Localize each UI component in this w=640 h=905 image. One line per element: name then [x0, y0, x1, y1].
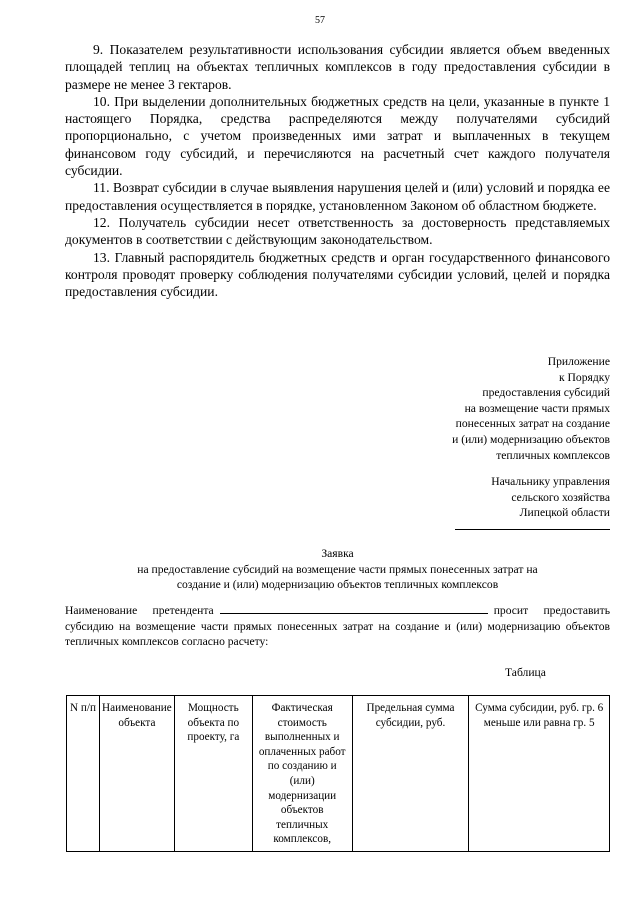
- addressee-line: Липецкой области: [519, 506, 610, 520]
- header-cell-max-subsidy: Предельная сумма субсидии, руб.: [352, 696, 469, 852]
- request-subtitle-line-2: создание и (или) модернизацию объектов тепличных комплексов: [176, 578, 499, 592]
- header-cell-object-name: Наименование объекта: [99, 696, 174, 852]
- paragraph-11: 11. Возврат субсидии в случае выявления нарушения целей и (или) условий и порядка ее предоставления осуществляется в порядке, установленном Законом об областном бюджете.: [65, 180, 610, 213]
- paragraph-13: 13. Главный распорядитель бюджетных средств и орган государственного финансового контроля проводят проверку соблюдения получателями субсидии условий, целей и порядка предоставления субсидии.: [65, 249, 610, 300]
- request-title: Заявка: [321, 547, 354, 560]
- appendix-header: [370, 354, 610, 463]
- request-subtitle-line-1: на предоставление субсидий на возмещение части прямых понесенных затрат на: [137, 562, 538, 576]
- addressee-block: [370, 474, 610, 521]
- procedure-text: [65, 41, 610, 300]
- appendix-line: предоставления субсидий: [482, 386, 610, 400]
- header-cell-number: N п/п: [67, 696, 100, 852]
- request-title-block: [65, 546, 610, 593]
- table-label: Таблица: [505, 666, 546, 679]
- applicant-label: Наименование претендента: [65, 604, 214, 617]
- appendix-line: понесенных затрат на создание: [455, 417, 610, 431]
- paragraph-10: 10. При выделении дополнительных бюджетных средств на цели, указанные в пункте 1 настоящего Порядка, средства распределяются между получателями субсидий пропорционально, с учетом произведенных ими затрат и выплаченных в текущем финансовом году субсидий, и перечисляются на расчетный счет каждого получателя субсидии.: [65, 93, 610, 179]
- header-cell-capacity: Мощность объекта по проекту, га: [174, 696, 252, 852]
- applicant-name-blank: [220, 603, 488, 614]
- appendix-line: на возмещение части прямых: [464, 401, 610, 415]
- header-cell-subsidy-amount: Сумма субсидии, руб. гр. 6 меньше или равна гр. 5: [469, 696, 610, 852]
- appendix-line: к Порядку: [559, 370, 610, 384]
- addressee-line: Начальнику управления: [491, 475, 610, 488]
- subsidy-calculation-table: [66, 695, 610, 852]
- appendix-line: тепличных комплексов: [496, 448, 610, 462]
- appendix-line: Приложение: [547, 355, 610, 368]
- applicant-statement: [65, 603, 610, 650]
- signature-line: [455, 529, 610, 530]
- table-header-row: [67, 696, 610, 852]
- paragraph-9: 9. Показателем результативности использования субсидии является объем введенных площадей теплиц на объектах тепличных комплексов в году предоставления субсидии в размере не менее 3 гектаров.: [65, 42, 610, 92]
- page-number: 57: [315, 15, 325, 26]
- paragraph-12: 12. Получатель субсидии несет ответственность за достоверность представляемых документов в соответствии с действующим законодательством.: [65, 214, 610, 248]
- header-cell-actual-cost: Фактическая стоимость выполненных и оплаченных работ по созданию и (или) модернизации объектов тепличных комплексов,: [252, 696, 352, 852]
- addressee-line: сельского хозяйства: [511, 490, 610, 504]
- appendix-line: и (или) модернизацию объектов: [452, 432, 610, 446]
- applicant-request-text: просит предоставить субсидию на возмещение части прямых понесенных затрат на создание и (или) модернизацию объектов тепличных комплексов согласно расчету:: [65, 604, 610, 649]
